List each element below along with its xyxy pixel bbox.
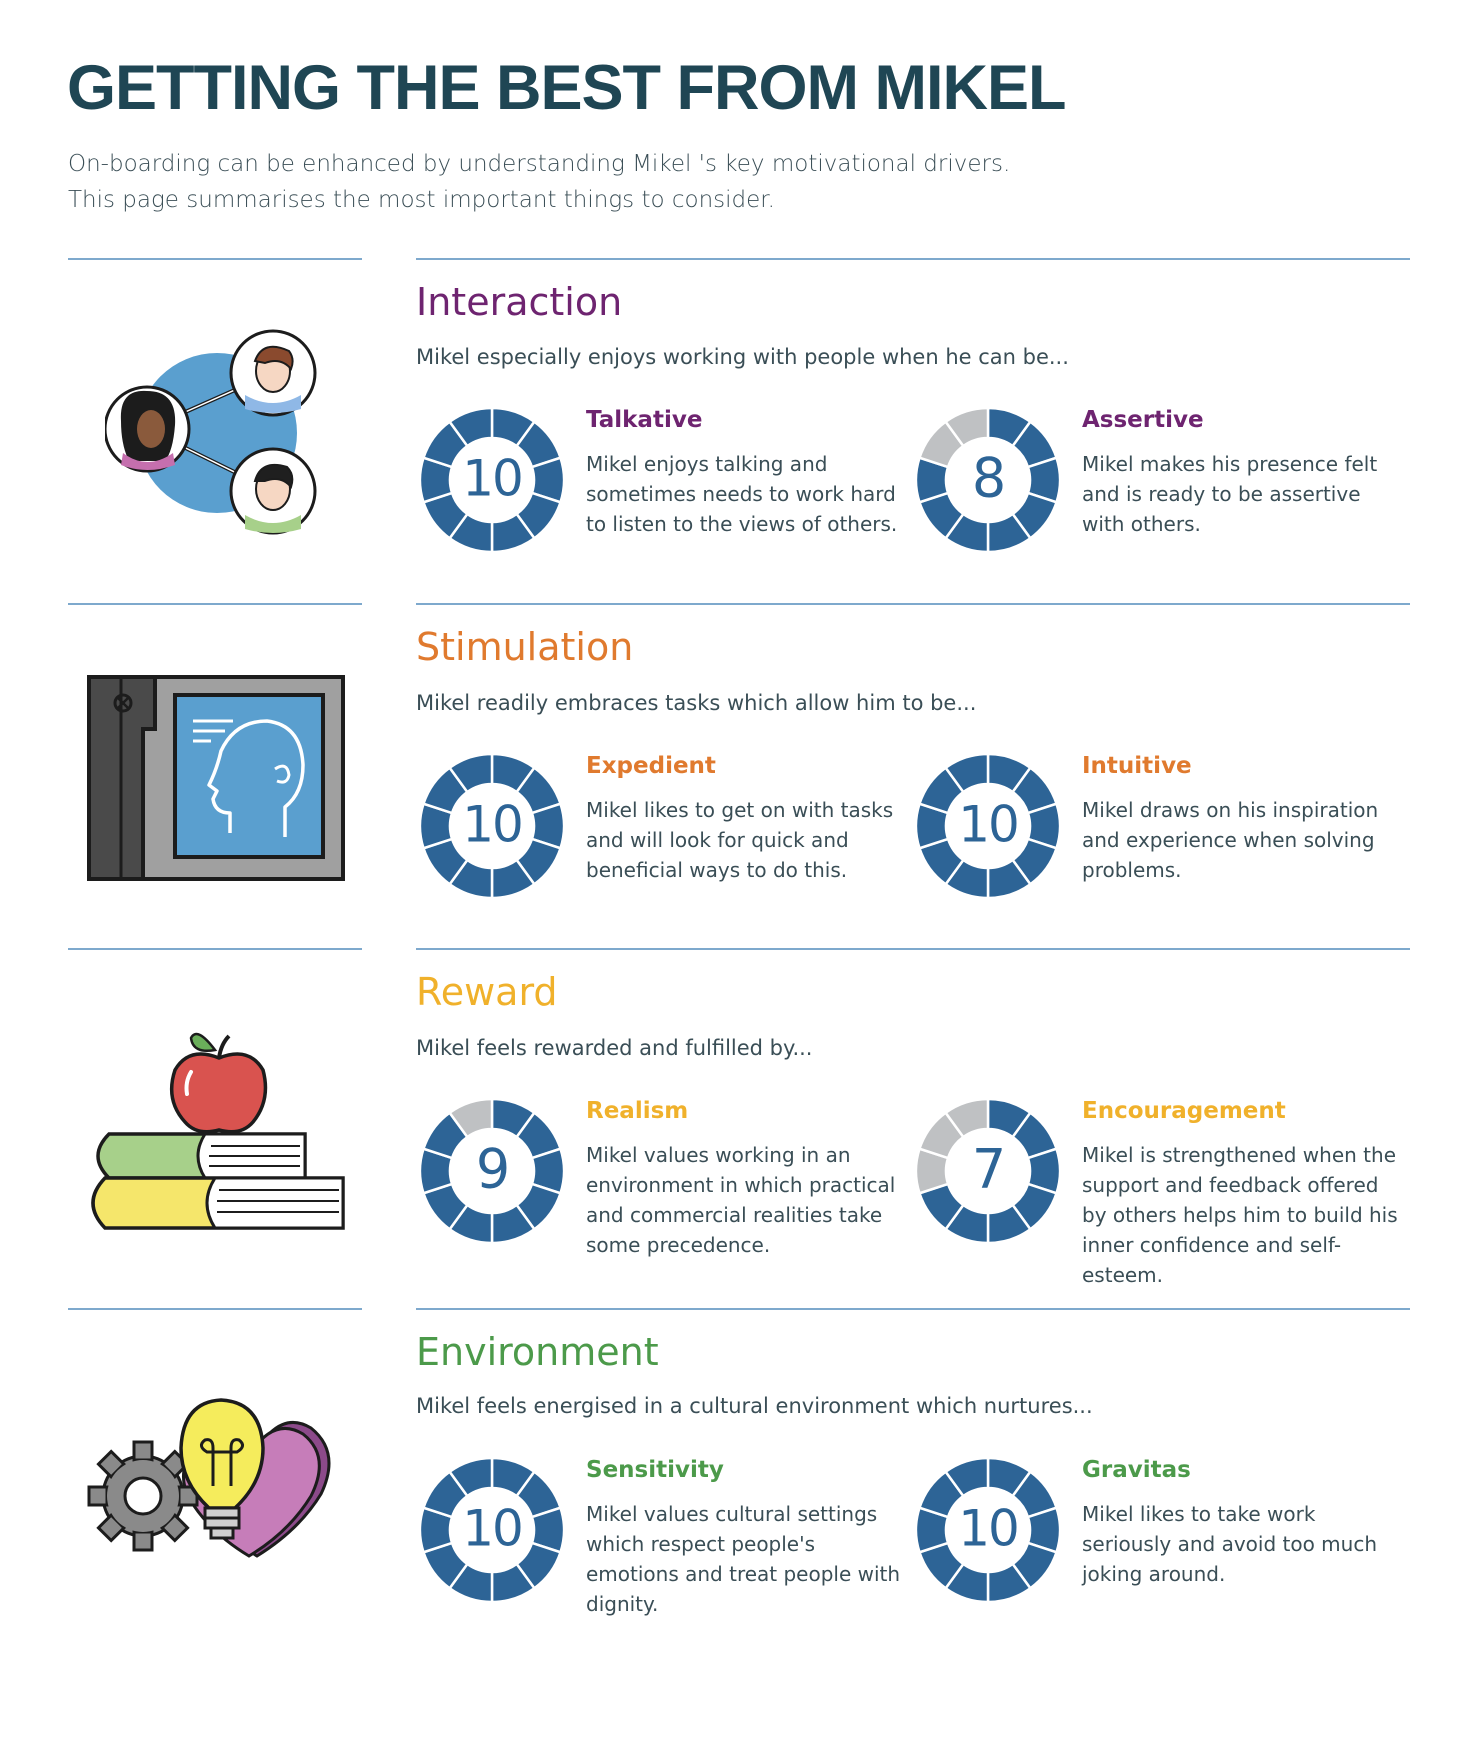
- divider: [68, 948, 362, 950]
- section-subtitle: Mikel especially enjoys working with people when he can be...: [416, 345, 1069, 369]
- motivator-description: Mikel is strengthened when the support and feedback offered by others helps him to build his inner confidence and self-esteem.: [1082, 1143, 1398, 1287]
- motivator-talkative: [417, 405, 937, 555]
- dial-score: 10: [462, 1499, 522, 1558]
- score-dial: [913, 1096, 1063, 1246]
- section-title: Environment: [416, 1330, 659, 1374]
- dial-score: 10: [958, 1499, 1018, 1558]
- section-title: Interaction: [416, 280, 623, 324]
- section-subtitle: Mikel feels rewarded and fulfilled by...: [416, 1036, 813, 1060]
- divider: [68, 603, 362, 605]
- score-dial: [417, 1455, 567, 1605]
- motivator-description: Mikel likes to take work seriously and avoid too much joking around.: [1082, 1502, 1378, 1586]
- motivator-description: Mikel enjoys talking and sometimes needs to work hard to listen to the views of others.: [586, 452, 898, 536]
- motivator-encouragement: [913, 1096, 1433, 1287]
- motivator-name: Expedient: [586, 753, 716, 779]
- motivator-expedient: [417, 751, 937, 901]
- motivator-description: Mikel draws on his inspiration and experience when solving problems.: [1082, 798, 1379, 882]
- divider: [416, 603, 1410, 605]
- motivator-name: Gravitas: [1082, 1457, 1191, 1483]
- people-network-icon: [105, 325, 325, 540]
- motivator-name: Intuitive: [1082, 753, 1192, 779]
- motivator-gravitas: [913, 1455, 1433, 1605]
- tablet-head-icon: [85, 673, 347, 883]
- motivator-description: Mikel values cultural settings which respect people's emotions and treat people with dignity.: [586, 1502, 901, 1616]
- dial-score: 7: [971, 1137, 1005, 1201]
- dial-score: 10: [462, 449, 522, 508]
- score-dial: [913, 405, 1063, 555]
- divider: [68, 258, 362, 260]
- section-subtitle: Mikel readily embraces tasks which allow him to be...: [416, 691, 977, 715]
- section-title: Reward: [416, 970, 558, 1014]
- intro-line-2: This page summarises the most important things to consider.: [68, 187, 775, 213]
- motivator-name: Talkative: [586, 407, 703, 433]
- divider: [416, 948, 1410, 950]
- dial-score: 8: [971, 446, 1005, 510]
- divider: [416, 1308, 1410, 1310]
- section-title: Stimulation: [416, 625, 634, 669]
- motivator-assertive: [913, 405, 1433, 555]
- motivator-name: Encouragement: [1082, 1098, 1286, 1124]
- score-dial: [417, 1096, 567, 1246]
- motivator-name: Assertive: [1082, 407, 1204, 433]
- motivator-sensitivity: [417, 1455, 937, 1616]
- motivator-intuitive: [913, 751, 1433, 901]
- gear-bulb-heart-icon: [85, 1390, 350, 1565]
- dial-score: 10: [462, 795, 522, 854]
- score-dial: [417, 751, 567, 901]
- motivator-description: Mikel makes his presence felt and is ready to be assertive with others.: [1082, 452, 1378, 536]
- page-title: GETTING THE BEST FROM MIKEL: [67, 53, 1066, 123]
- intro-line-1: On-boarding can be enhanced by understanding Mikel 's key motivational drivers.: [68, 151, 1011, 177]
- score-dial: [417, 405, 567, 555]
- motivator-realism: [417, 1096, 937, 1257]
- section-subtitle: Mikel feels energised in a cultural environment which nurtures...: [416, 1394, 1093, 1418]
- dial-score: 9: [475, 1137, 509, 1201]
- motivator-description: Mikel likes to get on with tasks and will look for quick and beneficial ways to do this.: [586, 798, 894, 882]
- motivator-name: Sensitivity: [586, 1457, 724, 1483]
- dial-score: 10: [958, 795, 1018, 854]
- divider: [68, 1308, 362, 1310]
- motivator-name: Realism: [586, 1098, 689, 1124]
- score-dial: [913, 751, 1063, 901]
- apple-books-icon: [85, 1022, 350, 1237]
- divider: [416, 258, 1410, 260]
- motivator-description: Mikel values working in an environment in which practical and commercial realities take some precedence.: [586, 1143, 896, 1257]
- score-dial: [913, 1455, 1063, 1605]
